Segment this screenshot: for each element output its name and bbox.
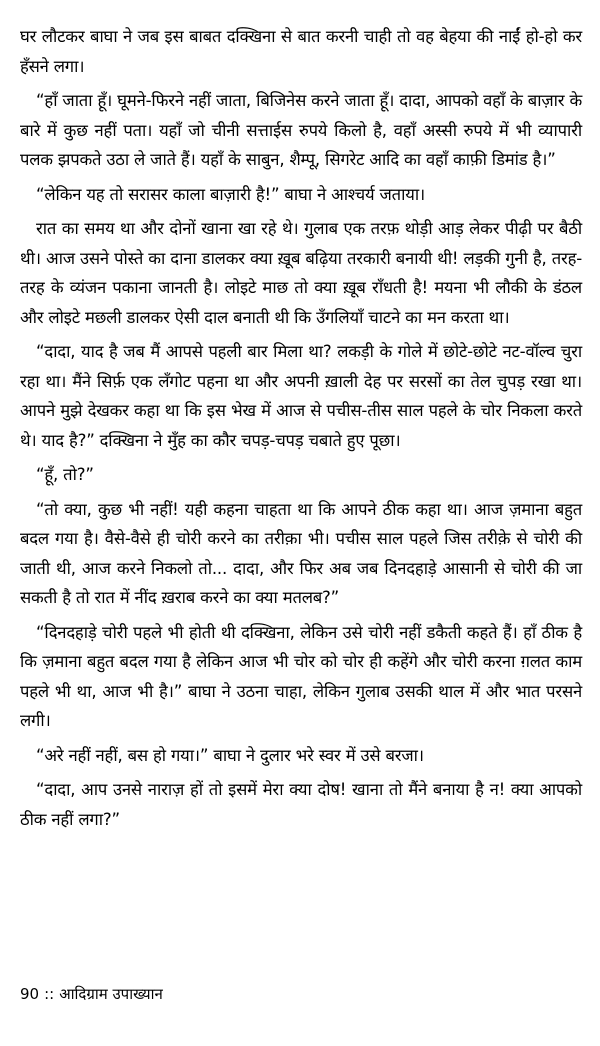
paragraph: रात का समय था और दोनों खाना खा रहे थे। गुलाब एक तरफ़ थोड़ी आड़ लेकर पीढ़ी पर बैठी थी। आज उसने पोस्ते का दाना डालकर क्या ख़ूब बढ़िया तरकारी बनायी थी! लड़की गुनी है, तरह-तरह के व्यंजन पकाना जानती है। लोइटे माछ तो क्या ख़ूब राँधती है! मयना भी लौकी के डंठल और लोइटे मछली डालकर ऐसी दाल बनाती थी कि उँगलियाँ चाटने का मन करता था। [20, 219, 582, 327]
paragraph: “दादा, आप उनसे नाराज़ हों तो इसमें मेरा क्या दोष! खाना तो मैंने बनाया है न! क्या आपको ठीक नहीं लगा?” [20, 780, 582, 829]
footer-separator: :: [44, 985, 55, 1003]
page-footer [20, 984, 163, 1004]
paragraph: “दिनदहाड़े चोरी पहले भी होती थी दक्खिना, लेकिन उसे चोरी नहीं डकैती कहते हैं। हाँ ठीक है कि ज़माना बहुत बदल गया है लेकिन आज भी चोर को चोर ही कहेंगे और चोरी करना ग़लत काम पहले भी था, आज भी है।” बाघा ने उठना चाहा, लेकिन गुलाब उसकी थाल में और भात परसने लगी। [20, 622, 582, 730]
paragraph: “दादा, याद है जब मैं आपसे पहली बार मिला था? लकड़ी के गोले में छोटे-छोटे नट-वॉल्व चुरा रहा था। मैंने सिर्फ़ एक लँगोट पहना था और अपनी ख़ाली देह पर सरसों का तेल चुपड़ रखा था। आपने मुझे देखकर कहा था कि इस भेख में आज से पचीस-तीस साल पहले के चोर निकला करते थे। याद है?” दक्खिना ने मुँह का कौर चपड़-चपड़ चबाते हुए पूछा। [20, 342, 582, 450]
paragraph: “हूँ, तो?” [36, 465, 94, 484]
book-title: आदिग्राम उपाख्यान [59, 985, 163, 1003]
paragraph: “हाँ जाता हूँ। घूमने-फिरने नहीं जाता, बिजिनेस करने जाता हूँ। दादा, आपको वहाँ के बाज़ार के बारे में कुछ नहीं पता। यहाँ जो चीनी सत्ताईस रुपये किलो है, वहाँ अस्सी रुपये में भी व्यापारी पलक झपकते उठा ले जाते हैं। यहाँ के साबुन, शैम्पू, सिगरेट आदि का वहाँ काफ़ी डिमांड है।” [20, 91, 582, 169]
paragraph: घर लौटकर बाघा ने जब इस बाबत दक्खिना से बात करनी चाही तो वह बेहया की नाईं हो-हो कर हँसने लगा। [20, 27, 582, 76]
body-text [20, 22, 582, 839]
paragraph: “लेकिन यह तो सरासर काला बाज़ारी है!” बाघा ने आश्चर्य जताया। [36, 184, 425, 204]
page-number: 90 [20, 985, 40, 1003]
paragraph: “अरे नहीं नहीं, बस हो गया।” बाघा ने दुलार भरे स्वर में उसे बरजा। [36, 745, 424, 765]
paragraph: “तो क्या, कुछ भी नहीं! यही कहना चाहता था कि आपने ठीक कहा था। आज ज़माना बहुत बदल गया है। वैसे-वैसे ही चोरी करने का तरीक़ा भी। पचीस साल पहले जिस तरीक़े से चोरी की जाती थी, आज करने निकलो तो... दादा, और फिर अब जब दिनदहाड़े आसानी से चोरी की जा सकती है तो रात में नींद ख़राब करने का क्या मतलब?” [20, 499, 582, 607]
